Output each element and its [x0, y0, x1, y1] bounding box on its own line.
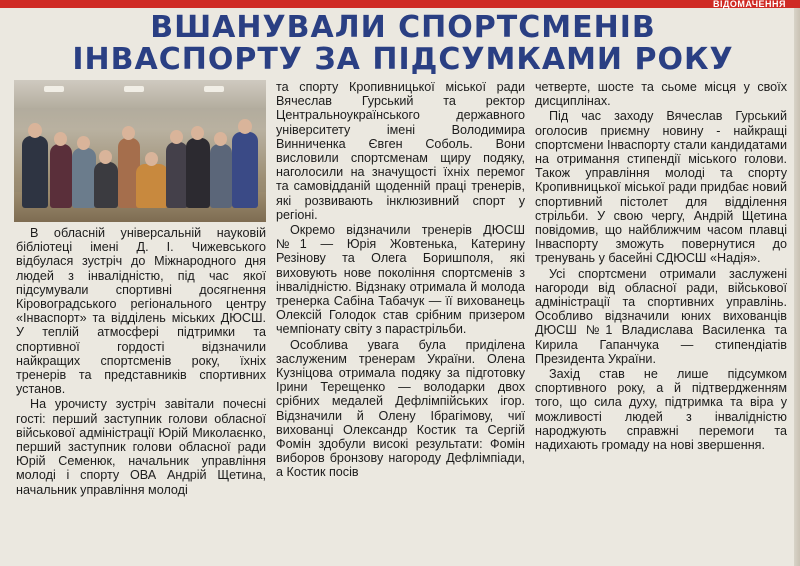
photo-person: [72, 148, 96, 208]
headline-line-1: ВШАНУВАЛИ СПОРТСМЕНІВ: [150, 10, 656, 45]
photo-person: [166, 142, 188, 208]
article-column-3: [535, 80, 787, 452]
headline-line-2: ІНВАСПОРТУ ЗА ПІДСУМКАМИ РОКУ: [72, 42, 734, 77]
paragraph: Під час заходу Вячеслав Гурський оголосив приємну новину - найкращі спортсмени Інваспорту стали кандидатами на отримання стипендії міського голови. Також управління молоді та спорту Кропивницької міської ради придбає новий спортивний пістолет для відділення стрільби. У свою чергу, Андрій Щетина повідомив, що найближчим часом плавці Інваспорту зможуть повернутися до тренувань у басейні СДЮСШ «Надія».: [535, 109, 787, 266]
photo-person-seated: [94, 162, 118, 208]
paragraph: Усі спортсмени отримали заслужені нагороди від обласної ради, військової адміністрації та спортивних управлінь. Особливо відзначили юних вихованців ДЮСШ №1 Владислава Василенка та Кирила Гапанчука — стипендіатів Президента України.: [535, 266, 787, 366]
photo-light: [124, 86, 144, 92]
page-edge: [794, 8, 800, 566]
photo-person: [186, 138, 210, 208]
photo-person: [22, 136, 48, 208]
photo-head: [122, 126, 135, 140]
paragraph: Захід став не лише підсумком спортивного року, а й підтвердженням того, що сила духу, підтримка та віра у можливості людей з інвалідністю народжують справжні перемоги та надихають громаду на нові звершення.: [535, 367, 787, 453]
photo-head: [191, 126, 204, 140]
paragraph: На урочисту зустріч завітали почесні гості: перший заступник голови обласної військової адміністрації Юрій Миколаєнко, перший заступник голови обласної ради Юрій Семенюк, начальник управління молоді і спорту ОВА Андрій Щетина, начальник управління молоді: [16, 397, 266, 497]
photo-person-seated: [136, 164, 168, 208]
photo-head: [170, 130, 183, 144]
photo-head: [28, 123, 42, 138]
photo-person: [232, 132, 258, 208]
photo-person: [210, 144, 232, 208]
photo-head: [238, 119, 252, 134]
photo-head: [99, 150, 112, 164]
article-column-2: [276, 80, 525, 480]
photo-head: [54, 132, 67, 146]
paragraph: В обласній універсальній науковій бібліотеці імені Д. І. Чижевського відбулася зустріч до Міжнародного дня людей з інвалідністю, під час якої підсумували спортивні досягнення Кіровоградського регіонального центру «Інваспорт» та відділень міських ДЮСШ. У теплій атмосфері підтримки та спортивної гордості відзначили найкращих спортсменів року, їхніх тренерів та представників спортивних установ.: [16, 226, 266, 397]
photo-person: [50, 144, 72, 208]
top-red-strip: [0, 0, 800, 8]
paragraph: та спорту Кропивницької міської ради Вячеслав Гурський та ректор Центральноукраїнського державного університету імені Володимира Винниченка Євген Соболь. Вони висловили спортсменам щиру подяку, наголосили на значущості їхніх перемог та самовідданій щоденній праці тренерів, які розвивають інклюзивний спорт у регіоні.: [276, 80, 525, 222]
paragraph: Особлива увага була приділена заслуженим тренерам України. Олена Кузніцова отримала подяку за підготовку Ірини Терещенко — володарки двох срібних медалей Дефлімпійських ігор. Відзначили й Олену Ібрагімову, чиї вихованці Олександр Костик та Сергій Фомін здобули високі результати: Фомін виборов бронзову нагороду Дефлімпіади, а Костик посів: [276, 337, 525, 480]
group-photo: [14, 80, 266, 222]
photo-light: [44, 86, 64, 92]
article-column-1: [16, 226, 266, 497]
photo-light: [204, 86, 224, 92]
paragraph: четверте, шосте та сьоме місця у своїх дисциплінах.: [535, 80, 787, 109]
photo-head: [145, 152, 158, 166]
paragraph: Окремо відзначили тренерів ДЮСШ №1 — Юрія Жовтенька, Катерину Резінову та Олега Боришполя, які виховують нове покоління спортсменів з інвалідністю. Відзнаку отримала й молода тренерка Сабіна Табачук — її вихованець Олексій Голодок став срібним призером чемпіонату світу з парастрільби.: [276, 223, 525, 337]
photo-ceiling: [14, 80, 266, 108]
section-label: ВІДОМАЧЕННЯ: [712, 0, 786, 9]
photo-head: [77, 136, 90, 150]
photo-head: [214, 132, 227, 146]
headline: [18, 12, 788, 82]
